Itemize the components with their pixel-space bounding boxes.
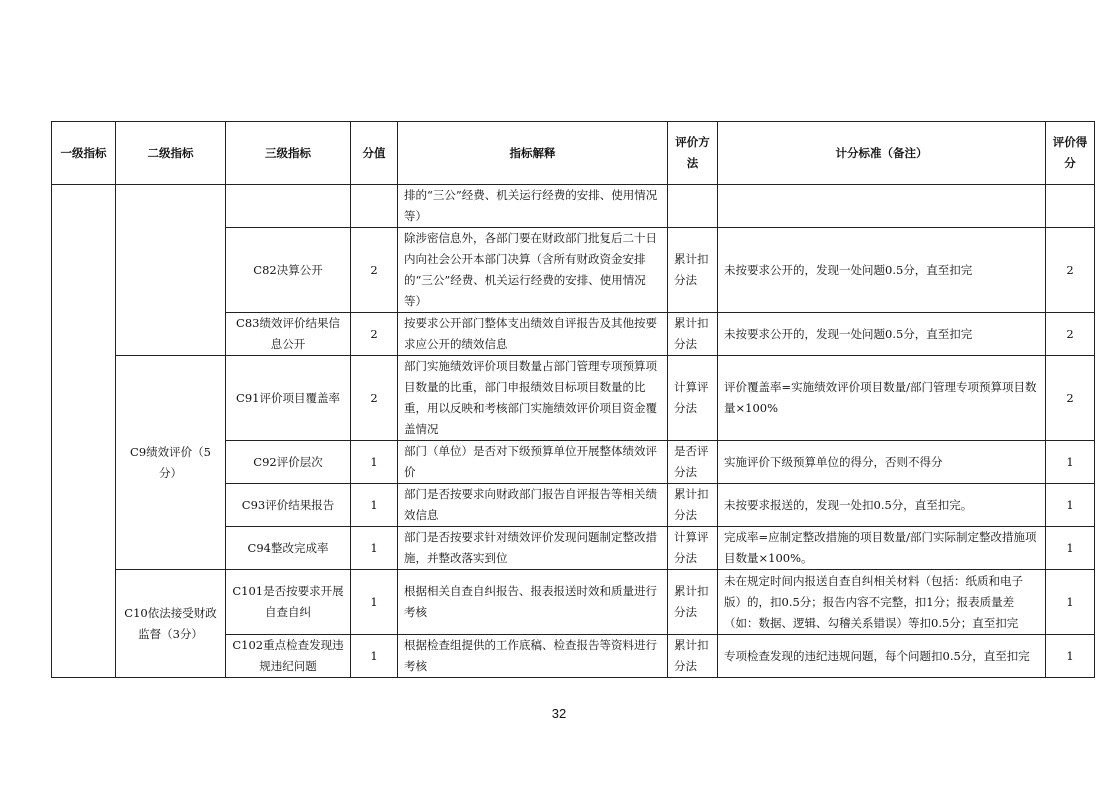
standard-cell: 未按要求公开的，发现一处问题0.5分，直至扣完 [718,228,1046,313]
method-cell: 累计扣分法 [668,228,718,313]
level3-cell: C82决算公开 [226,228,351,313]
group-c9-cell: C9绩效评价（5分） [116,356,226,570]
explanation-cell: 排的“三公”经费、机关运行经费的安排、使用情况等） [398,185,668,228]
score-cell: 1 [351,570,398,635]
header-level1: 一级指标 [52,122,116,185]
standard-cell: 实施评价下级预算单位的得分，否则不得分 [718,441,1046,484]
result-cell: 1 [1046,570,1095,635]
header-explanation: 指标解释 [398,122,668,185]
level3-cell: C94整改完成率 [226,527,351,570]
method-cell: 累计扣分法 [668,570,718,635]
header-method: 评价方法 [668,122,718,185]
level2-cell [116,185,226,356]
standard-cell: 完成率=应制定整改措施的项目数量/部门实际制定整改措施项目数量×100%。 [718,527,1046,570]
score-cell: 1 [351,484,398,527]
standard-cell: 未按要求公开的，发现一处问题0.5分，直至扣完 [718,313,1046,356]
score-cell: 2 [351,313,398,356]
result-cell [1046,185,1095,228]
explanation-cell: 根据相关自查自纠报告、报表报送时效和质量进行考核 [398,570,668,635]
page-number: 32 [551,706,567,721]
score-cell: 2 [351,228,398,313]
explanation-cell: 部门（单位）是否对下级预算单位开展整体绩效评价 [398,441,668,484]
level3-cell [226,185,351,228]
method-cell: 计算评分法 [668,356,718,441]
result-cell: 1 [1046,484,1095,527]
level3-cell: C92评价层次 [226,441,351,484]
evaluation-table [51,121,1095,678]
explanation-cell: 除涉密信息外，各部门要在财政部门批复后二十日内向社会公开本部门决算（含所有财政资金安排的“三公”经费、机关运行经费的安排、使用情况等） [398,228,668,313]
result-cell: 1 [1046,441,1095,484]
table-row [52,356,1095,441]
explanation-cell: 根据检查组提供的工作底稿、检查报告等资料进行考核 [398,635,668,678]
result-cell: 1 [1046,527,1095,570]
result-cell: 2 [1046,228,1095,313]
level3-cell: C102重点检查发现违规违纪问题 [226,635,351,678]
score-cell: 1 [351,441,398,484]
standard-cell [718,185,1046,228]
header-standard: 计分标准（备注） [718,122,1046,185]
standard-cell: 未按要求报送的，发现一处扣0.5分，直至扣完。 [718,484,1046,527]
method-cell: 是否评分法 [668,441,718,484]
method-cell: 累计扣分法 [668,484,718,527]
level3-cell: C101是否按要求开展自查自纠 [226,570,351,635]
standard-cell: 专项检查发现的违纪违规问题，每个问题扣0.5分，直至扣完 [718,635,1046,678]
method-cell: 累计扣分法 [668,313,718,356]
standard-cell: 评价覆盖率=实施绩效评价项目数量/部门管理专项预算项目数量×100% [718,356,1046,441]
table-row [52,570,1095,635]
level3-cell: C93评价结果报告 [226,484,351,527]
method-cell: 计算评分法 [668,527,718,570]
header-row [52,122,1095,185]
score-cell: 2 [351,356,398,441]
level1-cell [52,185,116,678]
header-result: 评价得分 [1046,122,1095,185]
header-level3: 三级指标 [226,122,351,185]
level3-cell: C83绩效评价结果信息公开 [226,313,351,356]
score-cell: 1 [351,527,398,570]
result-cell: 1 [1046,635,1095,678]
method-cell [668,185,718,228]
score-cell [351,185,398,228]
standard-cell: 未在规定时间内报送自查自纠相关材料（包括：纸质和电子版）的，扣0.5分；报告内容不完整，扣1分；报表质量差（如：数据、逻辑、勾稽关系错误）等扣0.5分；直至扣完 [718,570,1046,635]
result-cell: 2 [1046,356,1095,441]
score-cell: 1 [351,635,398,678]
explanation-cell: 部门实施绩效评价项目数量占部门管理专项预算项目数量的比重，部门申报绩效目标项目数量的比重，用以反映和考核部门实施绩效评价项目资金覆盖情况 [398,356,668,441]
group-c10-cell: C10依法接受财政监督（3分） [116,570,226,678]
level3-cell: C91评价项目覆盖率 [226,356,351,441]
header-level2: 二级指标 [116,122,226,185]
header-score: 分值 [351,122,398,185]
result-cell: 2 [1046,313,1095,356]
method-cell: 累计扣分法 [668,635,718,678]
explanation-cell: 按要求公开部门整体支出绩效自评报告及其他按要求应公开的绩效信息 [398,313,668,356]
table-row [52,185,1095,228]
explanation-cell: 部门是否按要求针对绩效评价发现问题制定整改措施，并整改落实到位 [398,527,668,570]
explanation-cell: 部门是否按要求向财政部门报告自评报告等相关绩效信息 [398,484,668,527]
